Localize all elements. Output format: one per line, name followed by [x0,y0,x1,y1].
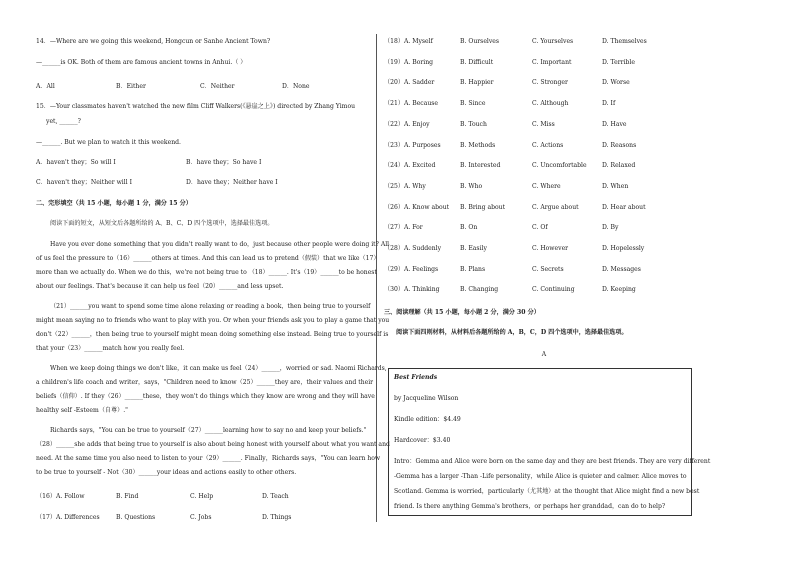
cloze-option-d: D. By [602,224,619,232]
book-author: by Jacqueline Wilson [394,395,459,402]
passage-line: of us feel the pressure to（16）______others at times. And this can lead us to pretend（假装）that we like（17） [36,255,380,262]
passage-line: When we keep doing things we don't like，it can make us feel（24）______，worried or sad. Naomi Richards, [50,365,387,372]
cloze-option-d: D. Messages [602,265,641,273]
cloze-option-a: （21）A. Because [384,100,439,108]
passage-line: Richards says，"You can be true to yourself（27）______learning how to say no and keep your beliefs." [50,427,367,434]
cloze-option-row [384,286,704,294]
cloze-option-b: B. Changing [460,286,499,294]
q14-option-a: A．All [36,83,55,90]
column-divider [376,34,377,522]
cloze-option-c: C. Uncomfortable [532,162,587,170]
cloze-option-c: C. Important [532,58,572,66]
passage-line: that your（23）______match how you really feel. [36,345,185,352]
q17-option-c: C. Jobs [190,514,212,521]
q15-answer-line: —______. But we plan to watch it this weekend. [36,139,181,146]
cloze-option-a: （24）A. Excited [384,162,436,170]
cloze-option-c: C. However [532,245,569,252]
passage-line: more than we actually do. When we do this，we're not being true to （18）______. It's（19）______to be honest [36,269,377,276]
cloze-option-row [384,245,704,253]
q15-option-b: B．have they；So have I [186,159,262,166]
cloze-option-b: B. Bring about [460,203,506,211]
book-hardcover-price: Hardcover：$3.40 [394,437,451,444]
cloze-option-c: C. Miss [532,120,555,128]
cloze-option-row [384,59,704,67]
q15-stem-cont: yet, ______? [46,118,81,125]
cloze-option-a: （26）A. Know about [384,203,450,211]
q15-options-row1 [36,159,366,167]
cloze-option-a: （20）A. Sadder [384,79,435,87]
passage-line: Have you ever done something that you didn't really want to do，just because other people were doing it? All [50,241,390,248]
cloze-option-row [384,162,704,170]
passage-line: a children's life coach and writer，says，"Children need to know（25）______they are，their values and their [36,379,374,386]
section3-instructions: 阅读下面四则材料，从材料后各题所给的 A，B，C，D 四个选项中，选择最佳选项。 [396,329,628,336]
passage-line: about our feelings. That's because it can help us feel（20）______and less upset. [36,283,284,290]
cloze-option-row [384,121,704,129]
passage-line: might mean saying no to friends who want to play with you. Or when your friends ask you to play a game that you [36,317,390,324]
cloze-option-a: （22）A. Enjoy [384,120,430,128]
cloze-option-d: D. Themselves [602,38,647,45]
q14-options [36,83,366,91]
q15-option-a: A．haven't they；So will I [36,159,116,166]
q16-option-c: C. Help [190,493,214,500]
cloze-option-row [384,183,704,191]
cloze-option-row [384,79,704,87]
cloze-option-d: D. Have [602,120,627,128]
q14-stem: 14．—Where are we going this weekend, Hongcun or Sanhe Ancient Town? [36,38,271,45]
cloze-option-a: （23）A. Purposes [384,141,441,149]
q16-option-b: B. Find [116,493,139,500]
cloze-option-a: （29）A. Feelings [384,265,439,273]
cloze-option-b: B. Who [460,182,483,190]
cloze-option-row [384,224,704,232]
q17-options [36,514,366,522]
book-intro-line: Intro：Gemma and Alice were born on the same day and they are best friends. They are very different [394,458,711,465]
book-intro-line: -Gemma has a larger -Than -Life personality，while Alice is quieter and calmer. Alice moves to [394,473,687,480]
book-intro-line: Scotland. Gemma is worried，particularly（尤其地）at the thought that Alice might find a new best [394,488,700,495]
cloze-option-c: C. Yourselves [532,38,574,45]
q16-options [36,493,366,501]
passage-line: （21）______you want to spend some time alone relaxing or reading a book，then being true to yourself [50,303,371,310]
q17-option-d: D. Things [262,514,292,521]
passage-line: to be true to yourself - Not（30）______your ideas and actions easily to other others. [36,469,297,476]
cloze-option-d: D. Hear about [602,203,646,211]
cloze-option-b: B. Plans [460,265,486,273]
cloze-option-c: C. Secrets [532,265,564,273]
cloze-option-c: C. Although [532,100,569,108]
cloze-option-row [384,142,704,150]
cloze-option-row [384,38,704,46]
cloze-option-c: C. Stronger [532,79,568,87]
cloze-option-b: B. Difficult [460,58,494,66]
q14-answer-line: —______is OK. Both of them are famous ancient towns in Anhui.（ ） [36,59,247,66]
cloze-option-a: （28）A. Suddenly [384,245,442,252]
q14-option-b: B．Either [116,83,146,90]
cloze-option-b: B. Happier [460,79,494,87]
cloze-option-d: D. When [602,182,629,190]
cloze-option-b: B. On [460,224,478,232]
passage-label: A [541,351,547,358]
cloze-option-a: （25）A. Why [384,182,426,190]
q15-options-row2 [36,179,366,187]
q16-option-d: D. Teach [262,493,289,500]
book-info-box [388,368,711,516]
q17-option-a: （17）A. Differences [36,514,100,521]
q16-option-a: （16）A. Follow [36,493,85,500]
passage-line: need. At the same time you also need to listen to your（29）______. Finally，Richards says，"You can learn how [36,455,381,462]
cloze-option-a: （19）A. Boring [384,58,434,66]
cloze-option-d: D. If [602,100,616,108]
cloze-option-a: （27）A. For [384,224,423,232]
q15-option-d: D．have they；Neither have I [186,179,278,186]
cloze-option-c: C. Where [532,182,561,190]
cloze-option-b: B. Methods [460,141,496,149]
cloze-option-row [384,100,704,108]
section2-title: 二、完形填空（共 15 小题，每小题 1 分，满分 15 分） [36,200,192,207]
cloze-option-d: D. Relaxed [602,162,636,170]
q17-option-b: B. Questions [116,514,156,521]
cloze-option-d: D. Terrible [602,58,635,66]
cloze-option-b: B. Ourselves [460,38,500,45]
q15-option-c: C．haven't they；Neither will I [36,179,132,186]
q14-option-c: C．Neither [200,83,235,90]
passage-line: don't（22）______，then being true to yourself might mean doing something else instead. Being true to yourself is [36,331,389,338]
section3-title: 三、阅读理解（共 15 小题，每小题 2 分，满分 30 分） [384,309,540,316]
book-title: Best Friends [394,374,438,381]
cloze-option-c: C. Continuing [532,286,575,294]
cloze-option-d: D. Worse [602,79,630,87]
cloze-option-d: D. Reasons [602,141,637,149]
section2-instructions: 阅读下面的短文，从短文后各题所给的 A、B、C、D 四个选项中，选择最佳选项。 [50,220,274,227]
cloze-option-d: D. Keeping [602,286,636,294]
cloze-option-b: B. Interested [460,162,501,170]
cloze-option-b: B. Since [460,100,486,108]
cloze-option-c: C. Argue about [532,203,579,211]
cloze-option-c: C. Of [532,224,548,232]
cloze-option-b: B. Touch [460,120,487,128]
passage-line: healthy self -Esteem（自尊）." [36,407,128,414]
q15-stem: 15．—Your classmates haven't watched the new film Cliff Walkers(《悬崖之上》) directed by Zhang Yimou [36,103,356,110]
book-intro-line: friend. Is there anything Gemma's brothers，or perhaps her granddad，can do to help? [394,503,666,510]
cloze-option-d: D. Hopelessly [602,245,645,252]
cloze-option-a: （18）A. Myself [384,38,433,45]
cloze-option-b: B. Easily [460,245,487,252]
cloze-option-row [384,266,704,274]
cloze-option-c: C. Actions [532,141,564,149]
cloze-option-a: （30）A. Thinking [384,286,440,294]
passage-line: beliefs（信仰）. If they（26）______these，they won't do things which they know are wrong and they will have [36,393,375,400]
book-kindle-price: Kindle edition：$4.49 [394,416,461,423]
cloze-option-row [384,204,704,212]
passage-line: （28）______she adds that being true to yourself is also about being honest with yourself about what you want and [36,441,390,448]
q14-option-d: D．None [282,83,310,90]
